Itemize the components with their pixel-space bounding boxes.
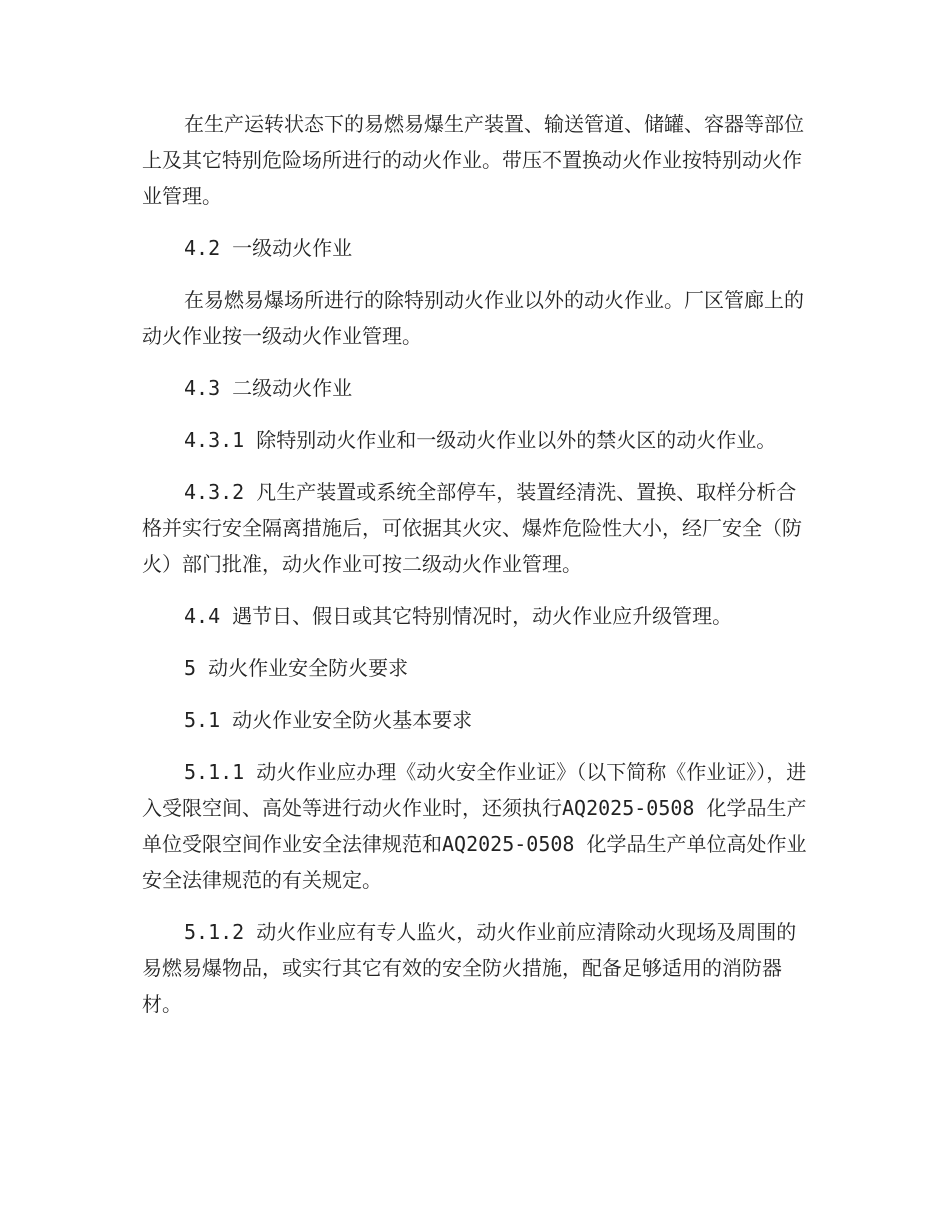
paragraph-5-1-2: 5.1.2 动火作业应有专人监火，动火作业前应清除动火现场及周围的易燃易爆物品，或实行其它有效的安全防火措施，配备足够适用的消防器材。 bbox=[142, 920, 797, 1016]
paragraph-5-1-1: 5.1.1 动火作业应办理《动火安全作业证》（以下简称《作业证》），进入受限空间、高处等进行动火作业时，还须执行AQ2025-0508 化学品生产单位受限空间作业安全法律规范和AQ2025-0508 化学品生产单位高处作业安全法律规范的有关规定。 bbox=[142, 760, 807, 892]
section-heading-5-1: 5.1 动火作业安全防火基本要求 bbox=[184, 708, 473, 732]
document-body bbox=[142, 106, 810, 1038]
paragraph-4-3-2: 4.3.2 凡生产装置或系统全部停车，装置经清洗、置换、取样分析合格并实行安全隔离措施后，可依据其火灾、爆炸危险性大小，经厂安全（防火）部门批准，动火作业可按二级动火作业管理。 bbox=[142, 480, 802, 576]
section-heading-4-3: 4.3 二级动火作业 bbox=[184, 376, 353, 400]
paragraph-4-4: 4.4 遇节日、假日或其它特别情况时，动火作业应升级管理。 bbox=[184, 604, 733, 628]
paragraph-special-hot-work: 在生产运转状态下的易燃易爆生产装置、输送管道、储罐、容器等部位上及其它特别危险场所进行的动火作业。带压不置换动火作业按特别动火作业管理。 bbox=[142, 112, 804, 208]
paragraph-4-3-1: 4.3.1 除特别动火作业和一级动火作业以外的禁火区的动火作业。 bbox=[184, 428, 777, 452]
section-heading-5: 5 动火作业安全防火要求 bbox=[184, 656, 409, 680]
paragraph-level-one-hot-work: 在易燃易爆场所进行的除特别动火作业以外的动火作业。厂区管廊上的动火作业按一级动火作业管理。 bbox=[142, 288, 804, 348]
section-heading-4-2: 4.2 一级动火作业 bbox=[184, 236, 353, 260]
